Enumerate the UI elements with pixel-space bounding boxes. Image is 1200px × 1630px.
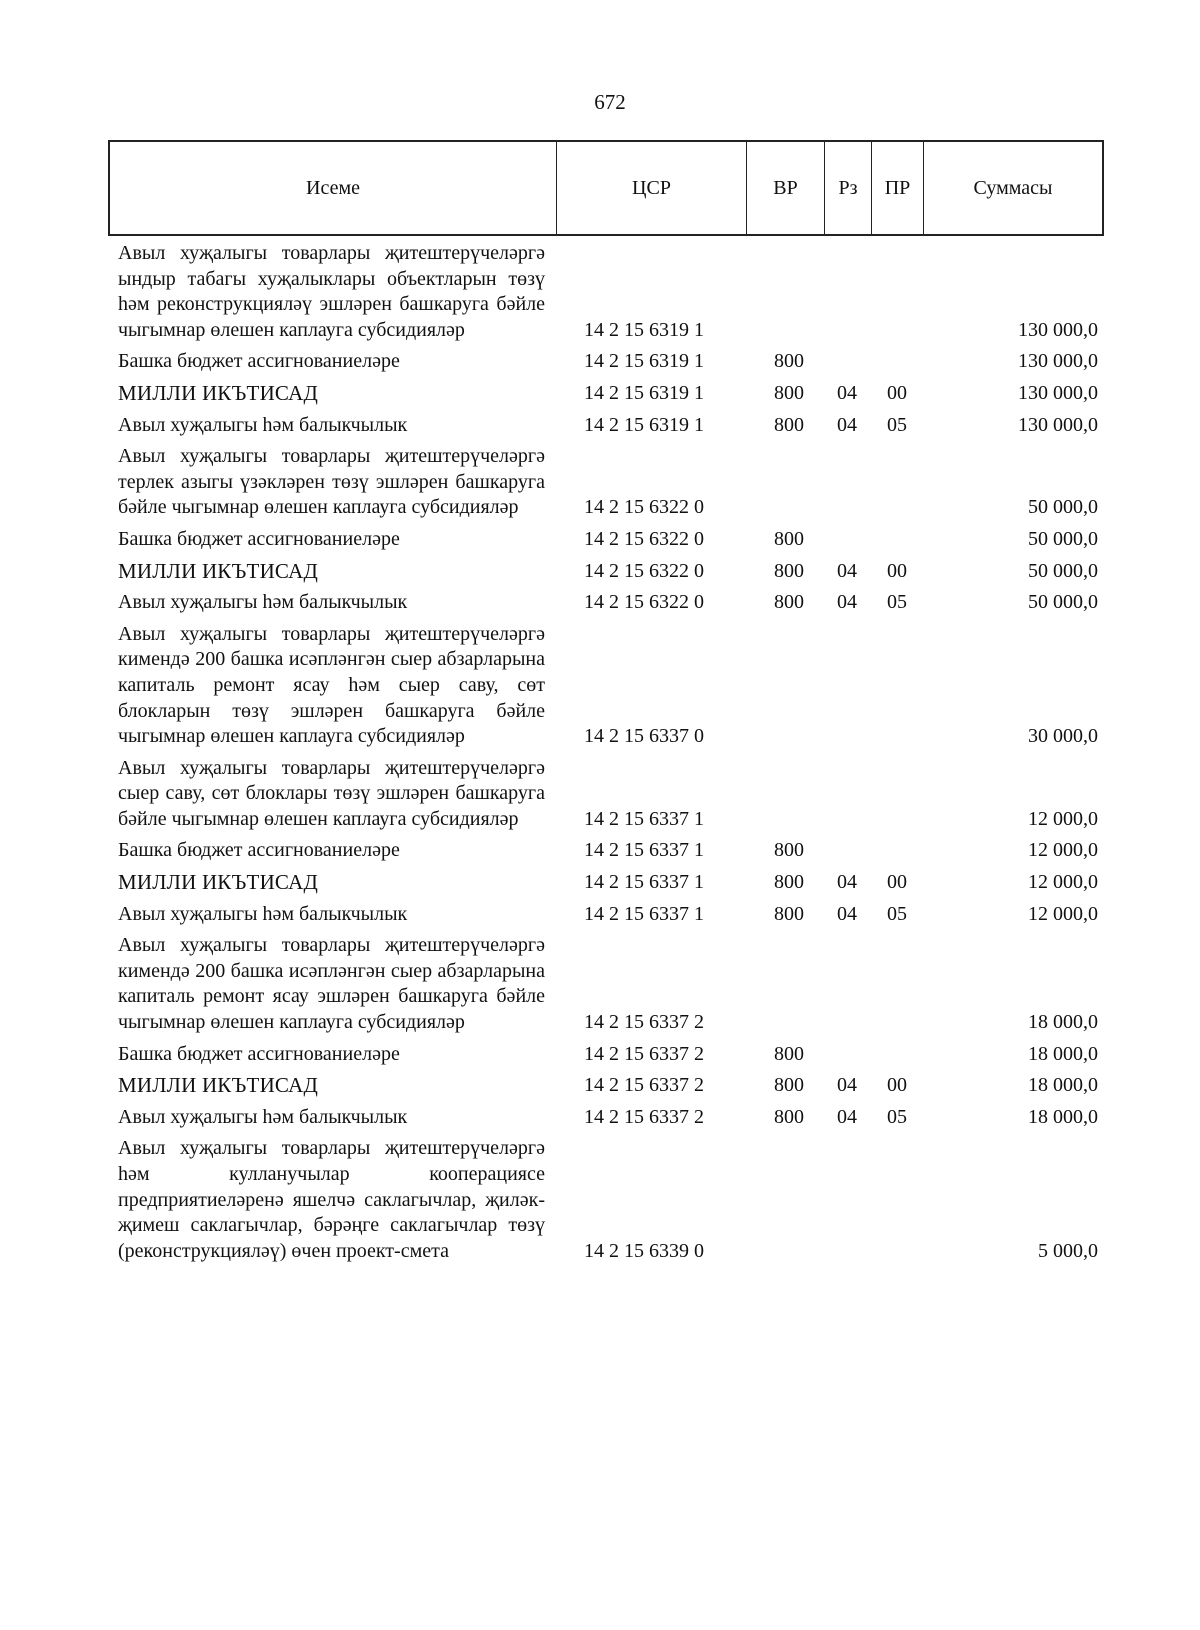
- row-vr: 800: [774, 839, 804, 862]
- header-csr: ЦСР: [557, 142, 747, 234]
- table-row: [0, 1136, 1200, 1264]
- row-name: Авыл хуҗалыгы һәм балыкчылык: [118, 413, 408, 436]
- row-sum: 18 000,0: [1028, 1011, 1098, 1034]
- table-row: [0, 527, 1200, 553]
- table-row: [0, 241, 1200, 343]
- row-name: Авыл хуҗалыгы товарлары җитештерүчеләргә кимендә 200 башка исәпләнгән сыер абзарларына капиталь ремонт ясау эшләрен башкаруга бәйле чыгымнар өлешен каплауга субсидияләр: [118, 934, 545, 1034]
- row-rz: 04: [837, 591, 857, 614]
- row-rz: 04: [837, 1105, 857, 1128]
- header-vr: ВР: [747, 142, 825, 234]
- table-row: [0, 1042, 1200, 1068]
- header-name: Исеме: [110, 142, 557, 234]
- row-rz: 04: [837, 1074, 857, 1097]
- row-rz: 04: [837, 871, 857, 894]
- table-row: [0, 1073, 1200, 1099]
- table-header: [108, 140, 1104, 236]
- row-sum: 12 000,0: [1028, 807, 1098, 830]
- row-name: Авыл хуҗалыгы һәм балыкчылык: [118, 902, 408, 925]
- row-vr: 800: [774, 381, 804, 404]
- row-csr: 14 2 15 6319 1: [584, 381, 704, 404]
- row-sum: 130 000,0: [1018, 381, 1098, 404]
- row-csr: 14 2 15 6319 1: [584, 350, 704, 373]
- row-vr: 800: [774, 559, 804, 582]
- row-name: Авыл хуҗалыгы һәм балыкчылык: [118, 591, 408, 614]
- row-sum: 30 000,0: [1028, 725, 1098, 748]
- row-name: МИЛЛИ ИКЪТИСАД: [118, 380, 318, 405]
- row-sum: 130 000,0: [1018, 413, 1098, 436]
- row-name: МИЛЛИ ИКЪТИСАД: [118, 558, 318, 583]
- row-sum: 5 000,0: [1038, 1239, 1098, 1262]
- row-pr: 05: [887, 1105, 907, 1128]
- row-name: МИЛЛИ ИКЪТИСАД: [118, 870, 318, 895]
- row-name: Авыл хуҗалыгы һәм балыкчылык: [118, 1105, 408, 1128]
- row-name: Авыл хуҗалыгы товарлары җитештерүчеләргә сыер саву, сөт блоклары төзү эшләрен башкаруга бәйле чыгымнар өлешен каплауга субсидияләр: [118, 756, 545, 830]
- row-pr: 00: [887, 381, 907, 404]
- table-row: [0, 590, 1200, 616]
- row-sum: 18 000,0: [1028, 1042, 1098, 1065]
- row-csr: 14 2 15 6337 1: [584, 902, 704, 925]
- row-csr: 14 2 15 6322 0: [584, 559, 704, 582]
- row-sum: 50 000,0: [1028, 591, 1098, 614]
- header-pr: ПР: [872, 142, 924, 234]
- row-csr: 14 2 15 6337 1: [584, 807, 704, 830]
- row-vr: 800: [774, 527, 804, 550]
- row-csr: 14 2 15 6319 1: [584, 413, 704, 436]
- row-name: Авыл хуҗалыгы товарлары җитештерүчеләргә һәм кулланучылар кооперациясе предприятиеләренә яшелчә саклагычлар, җиләк-җимеш саклагычлар, бәрәңге саклагычлар төзү (реконструкцияләү) өчен проект-смета: [118, 1137, 545, 1262]
- table-row: [0, 756, 1200, 833]
- row-sum: 50 000,0: [1028, 496, 1098, 519]
- row-pr: 00: [887, 559, 907, 582]
- row-name: Башка бюджет ассигнованиеләре: [118, 527, 400, 550]
- row-name: МИЛЛИ ИКЪТИСАД: [118, 1073, 318, 1098]
- table-row: [0, 933, 1200, 1035]
- row-sum: 12 000,0: [1028, 902, 1098, 925]
- row-rz: 04: [837, 559, 857, 582]
- header-sum: Суммасы: [973, 176, 1053, 199]
- row-sum: 130 000,0: [1018, 318, 1098, 341]
- table-row: [0, 444, 1200, 521]
- table-row: [0, 1105, 1200, 1131]
- row-csr: 14 2 15 6337 2: [584, 1105, 704, 1128]
- row-vr: 800: [774, 902, 804, 925]
- row-name: Авыл хуҗалыгы товарлары җитештерүчеләргә кимендә 200 башка исәпләнгән сыер абзарларына капиталь ремонт ясау һәм сыер саву, сөт блокларын төзү эшләрен башкаруга бәйле чыгымнар өлешен каплауга субсидияләр: [118, 622, 545, 748]
- row-sum: 12 000,0: [1028, 839, 1098, 862]
- row-rz: 04: [837, 381, 857, 404]
- table-body: [0, 241, 1200, 1270]
- table-row: [0, 349, 1200, 375]
- row-rz: 04: [837, 902, 857, 925]
- row-vr: 800: [774, 871, 804, 894]
- table-row: [0, 838, 1200, 864]
- row-sum: 12 000,0: [1028, 871, 1098, 894]
- row-csr: 14 2 15 6337 2: [584, 1042, 704, 1065]
- table-row: [0, 870, 1200, 896]
- row-name: Башка бюджет ассигнованиеләре: [118, 1042, 400, 1065]
- row-name: Башка бюджет ассигнованиеләре: [118, 839, 400, 862]
- row-sum: 50 000,0: [1028, 559, 1098, 582]
- row-pr: 05: [887, 413, 907, 436]
- row-pr: 00: [887, 1074, 907, 1097]
- row-csr: 14 2 15 6339 0: [584, 1239, 704, 1262]
- row-sum: 18 000,0: [1028, 1074, 1098, 1097]
- table-row: [0, 381, 1200, 407]
- row-vr: 800: [774, 350, 804, 373]
- row-vr: 800: [774, 1105, 804, 1128]
- row-rz: 04: [837, 413, 857, 436]
- header-rz: Рз: [825, 142, 872, 234]
- row-pr: 00: [887, 871, 907, 894]
- row-csr: 14 2 15 6337 1: [584, 839, 704, 862]
- row-vr: 800: [774, 413, 804, 436]
- row-csr: 14 2 15 6337 2: [584, 1074, 704, 1097]
- row-csr: 14 2 15 6337 2: [584, 1011, 704, 1034]
- row-sum: 130 000,0: [1018, 350, 1098, 373]
- row-csr: 14 2 15 6322 0: [584, 496, 704, 519]
- table-row: [0, 622, 1200, 750]
- row-name: Авыл хуҗалыгы товарлары җитештерүчеләргә ындыр табагы хуҗалыклары объектларын төзү һәм реконструкцияләү эшләрен башкаруга бәйле чыгымнар өлешен каплауга субсидияләр: [118, 242, 545, 341]
- row-csr: 14 2 15 6337 1: [584, 871, 704, 894]
- table-row: [0, 559, 1200, 585]
- row-vr: 800: [774, 1042, 804, 1065]
- row-vr: 800: [774, 1074, 804, 1097]
- row-name: Авыл хуҗалыгы товарлары җитештерүчеләргә терлек азыгы үзәкләрен төзү эшләрен башкаруга бәйле чыгымнар өлешен каплауга субсидияләр: [118, 445, 545, 519]
- row-csr: 14 2 15 6322 0: [584, 591, 704, 614]
- row-sum: 18 000,0: [1028, 1105, 1098, 1128]
- page-number: 672: [594, 90, 626, 114]
- row-pr: 05: [887, 591, 907, 614]
- table-row: [0, 902, 1200, 928]
- row-name: Башка бюджет ассигнованиеләре: [118, 350, 400, 373]
- row-vr: 800: [774, 591, 804, 614]
- table-row: [0, 413, 1200, 439]
- row-csr: 14 2 15 6319 1: [584, 318, 704, 341]
- row-pr: 05: [887, 902, 907, 925]
- row-csr: 14 2 15 6337 0: [584, 725, 704, 748]
- row-csr: 14 2 15 6322 0: [584, 527, 704, 550]
- row-sum: 50 000,0: [1028, 527, 1098, 550]
